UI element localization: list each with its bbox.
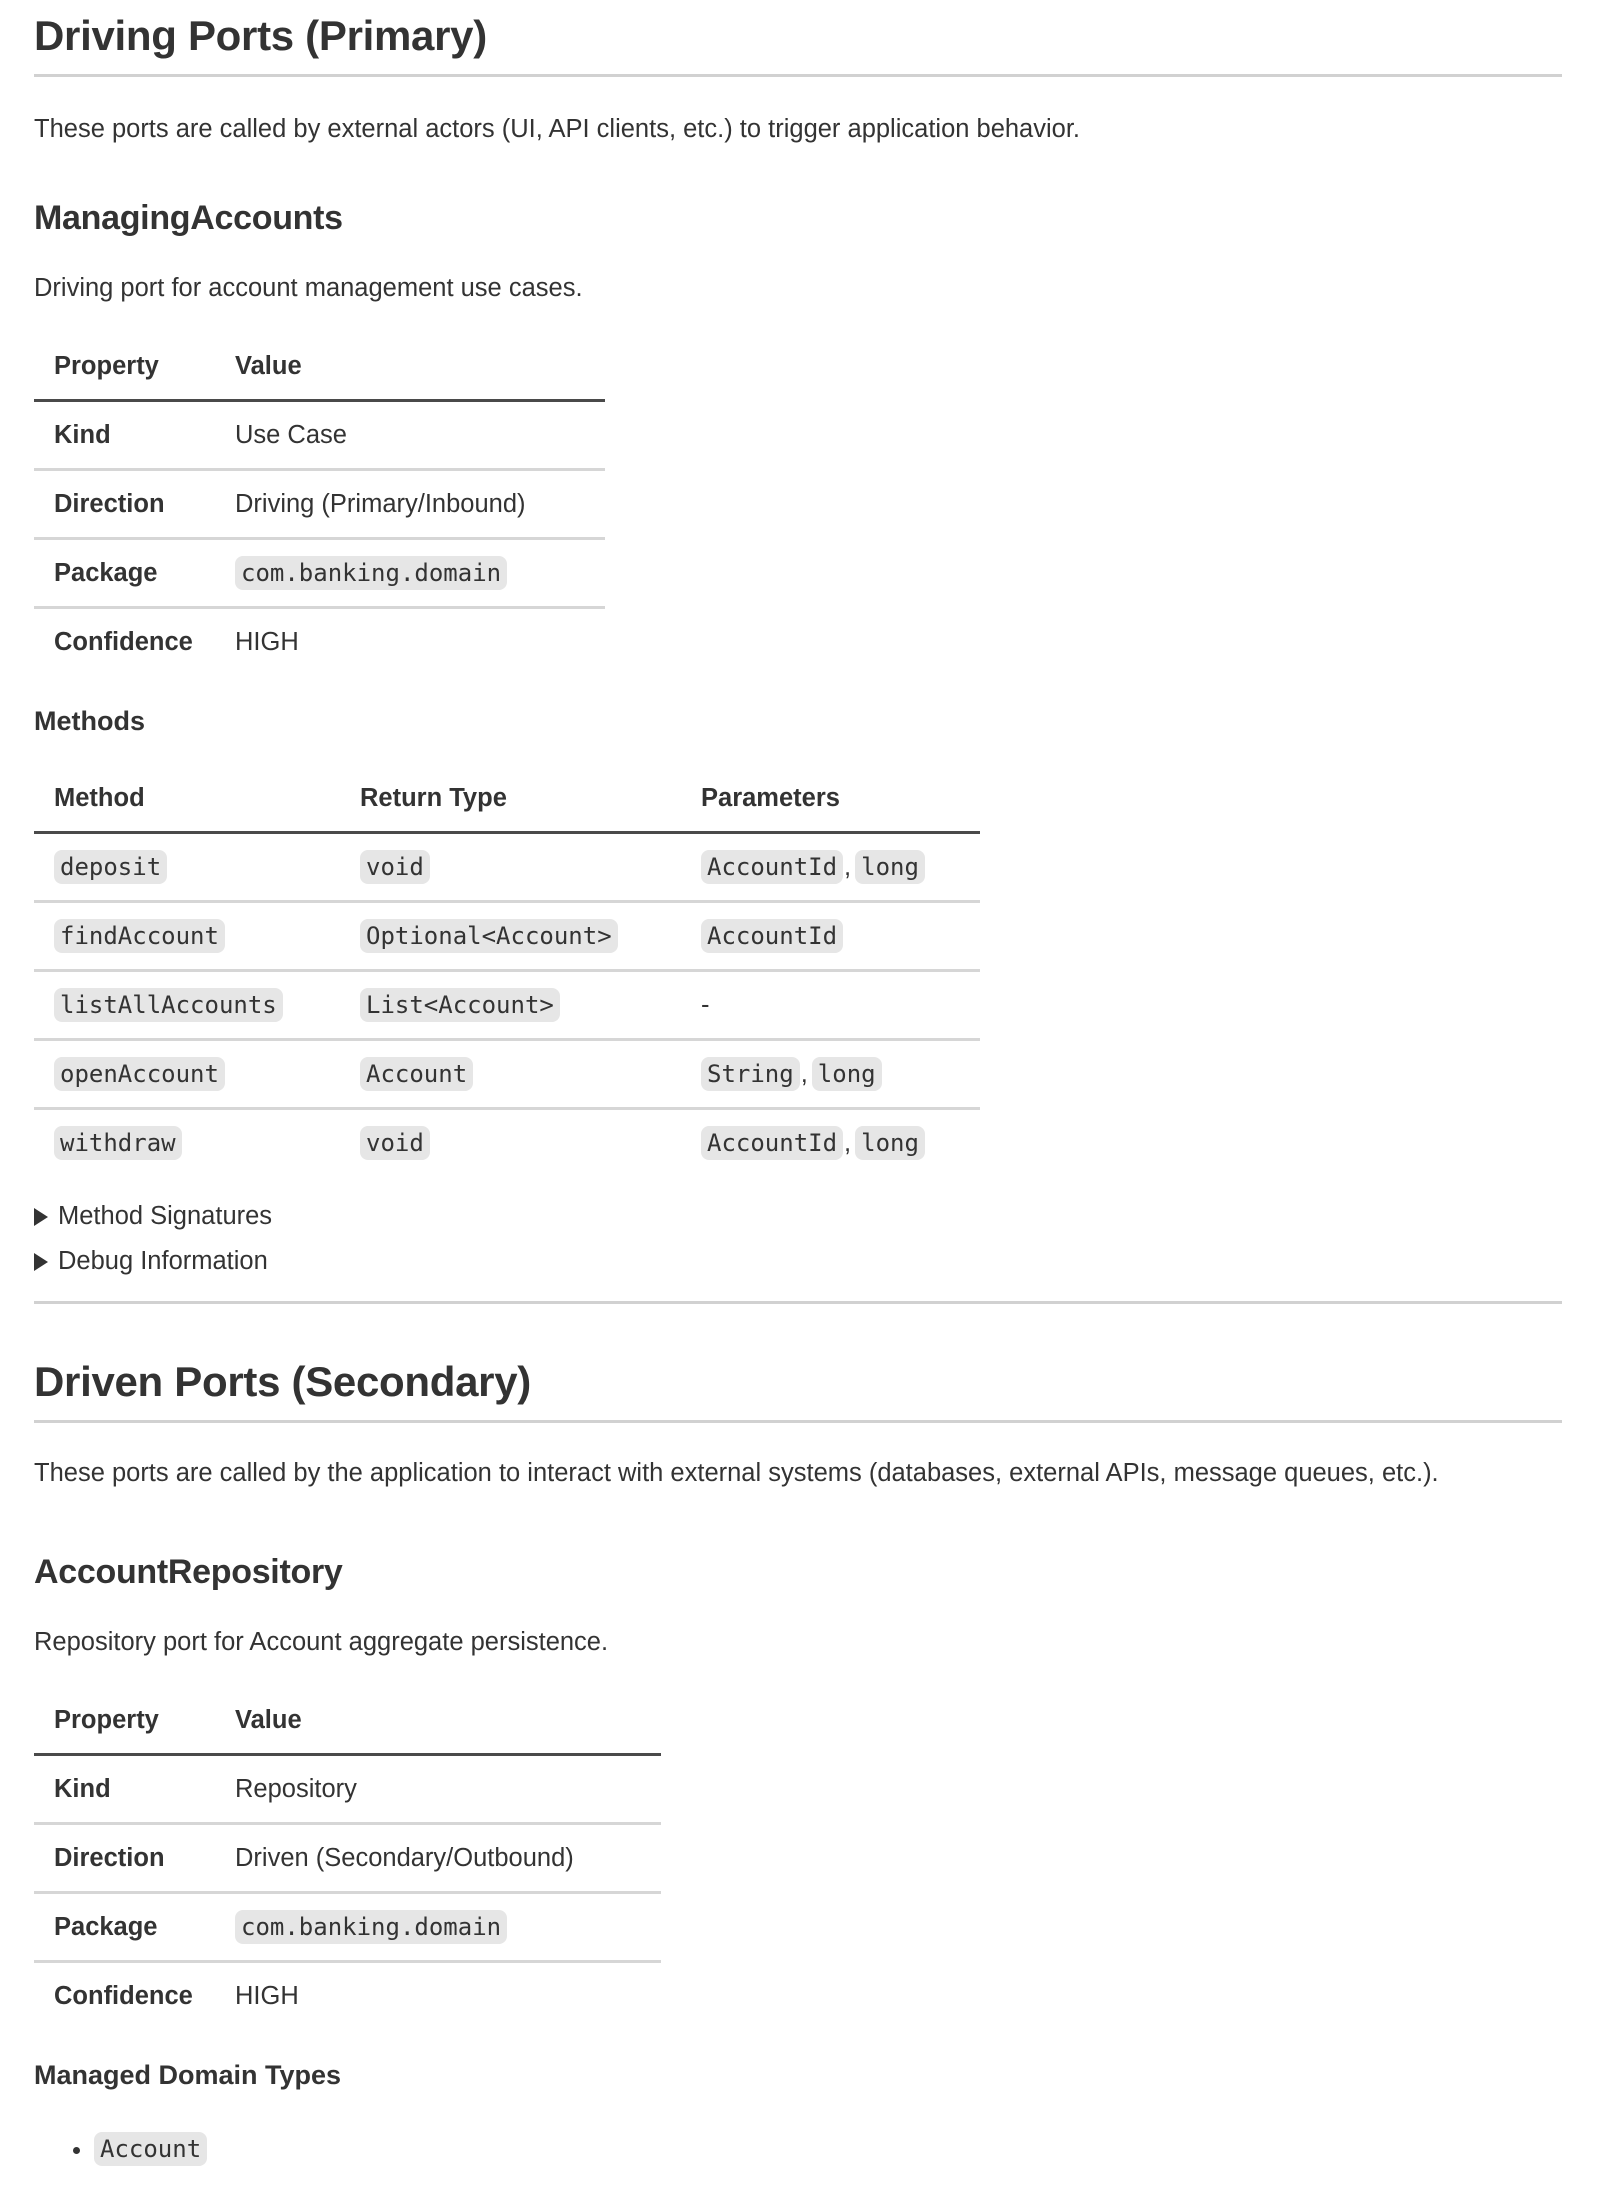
property-value: HIGH <box>235 627 299 656</box>
return-type-cell <box>340 833 681 902</box>
methods-table <box>34 765 980 1176</box>
domain-type: Account <box>94 2132 207 2166</box>
property-value <box>215 539 605 608</box>
table-row <box>34 1109 980 1177</box>
parameter-type: String <box>701 1057 800 1091</box>
port-description: Repository port for Account aggregate persistence. <box>34 1628 609 1656</box>
column-header-value: Value <box>215 333 605 401</box>
return-type-cell <box>340 1109 681 1177</box>
table-header-row <box>34 765 980 833</box>
properties-table <box>34 1687 661 2029</box>
method-cell <box>34 1109 340 1177</box>
parameters-cell <box>681 1040 980 1109</box>
return-type-cell <box>340 1040 681 1109</box>
table-row <box>34 608 605 676</box>
package-code: com.banking.domain <box>235 1910 507 1944</box>
column-header-parameters: Parameters <box>681 765 980 833</box>
driven-ports-intro: These ports are called by the application to interact with external systems (databases, external APIs, message queues, etc.). <box>34 1459 1439 1487</box>
parameter-type: AccountId <box>701 850 843 884</box>
return-type-cell <box>340 902 681 971</box>
method-cell <box>34 833 340 902</box>
return-type-cell <box>340 971 681 1040</box>
method-name: deposit <box>54 850 167 884</box>
markdown-document <box>34 0 1562 2172</box>
property-value: Driving (Primary/Inbound) <box>215 470 605 539</box>
parameters-cell <box>681 1109 980 1177</box>
property-value <box>215 1893 661 1962</box>
table-row <box>34 470 605 539</box>
methods-heading: Methods <box>34 706 145 736</box>
driving-ports-heading: Driving Ports (Primary) <box>34 0 1562 77</box>
table-row <box>34 1040 980 1109</box>
property-value: HIGH <box>235 1981 299 2010</box>
parameter-type: long <box>812 1057 882 1091</box>
package-code: com.banking.domain <box>235 556 507 590</box>
property-name: Direction <box>34 1824 215 1893</box>
parameters-cell <box>681 902 980 971</box>
property-value: Repository <box>215 1755 661 1824</box>
property-name: Confidence <box>54 627 193 656</box>
method-name: listAllAccounts <box>54 988 283 1022</box>
parameter-type: AccountId <box>701 1126 843 1160</box>
return-type: void <box>360 1126 430 1160</box>
disclosure-triangle-icon <box>34 1208 48 1226</box>
table-row <box>34 833 980 902</box>
return-type: Optional<Account> <box>360 919 618 953</box>
table-row <box>34 1755 661 1824</box>
property-value: Use Case <box>215 401 605 470</box>
separator: , <box>800 1059 808 1088</box>
driven-ports-section <box>34 1346 1562 2172</box>
parameter-type: long <box>855 1126 925 1160</box>
method-cell <box>34 971 340 1040</box>
method-cell <box>34 902 340 971</box>
table-row <box>34 1824 661 1893</box>
return-type: void <box>360 850 430 884</box>
section-divider <box>34 1301 1562 1304</box>
table-row <box>34 1962 661 2030</box>
method-name: withdraw <box>54 1126 182 1160</box>
method-name: findAccount <box>54 919 225 953</box>
property-name: Direction <box>34 470 215 539</box>
property-name: Confidence <box>54 1981 193 2010</box>
property-name: Kind <box>34 1755 215 1824</box>
parameter-type: long <box>855 850 925 884</box>
parameters-cell: - <box>681 971 980 1040</box>
separator: , <box>844 1128 852 1157</box>
parameter-type: AccountId <box>701 919 843 953</box>
property-value: Driven (Secondary/Outbound) <box>215 1824 661 1893</box>
details-summary: Debug Information <box>58 1247 268 1275</box>
details-summary: Method Signatures <box>58 1202 273 1230</box>
property-name: Package <box>34 539 215 608</box>
driven-ports-heading: Driven Ports (Secondary) <box>34 1346 1562 1423</box>
disclosure-triangle-icon <box>34 1253 48 1271</box>
properties-table <box>34 333 605 675</box>
driving-ports-section <box>34 0 1562 1304</box>
driving-ports-intro: These ports are called by external actors (UI, API clients, etc.) to trigger application behavior. <box>34 115 1081 143</box>
table-row <box>34 971 980 1040</box>
separator: , <box>844 852 852 881</box>
port-heading-account-repository: AccountRepository <box>34 1553 343 1591</box>
table-row <box>34 902 980 971</box>
column-header-return-type: Return Type <box>340 765 681 833</box>
details-debug-information[interactable] <box>34 1239 1562 1284</box>
port-description: Driving port for account management use cases. <box>34 274 583 302</box>
column-header-property: Property <box>34 1687 215 1755</box>
port-heading-managing-accounts: ManagingAccounts <box>34 199 343 237</box>
column-header-value: Value <box>215 1687 661 1755</box>
return-type: List<Account> <box>360 988 560 1022</box>
table-row <box>34 539 605 608</box>
method-name: openAccount <box>54 1057 225 1091</box>
parameters-cell <box>681 833 980 902</box>
property-name: Kind <box>34 401 215 470</box>
table-row <box>34 401 605 470</box>
property-name: Package <box>34 1893 215 1962</box>
table-header-row <box>34 1687 661 1755</box>
return-type: Account <box>360 1057 473 1091</box>
list-item <box>94 2127 1562 2172</box>
table-header-row <box>34 333 605 401</box>
details-method-signatures[interactable] <box>34 1194 1562 1239</box>
managed-domain-types-list <box>34 2127 1562 2172</box>
table-row <box>34 1893 661 1962</box>
method-cell <box>34 1040 340 1109</box>
column-header-property: Property <box>34 333 215 401</box>
managed-domain-types-heading: Managed Domain Types <box>34 2060 342 2090</box>
column-header-method: Method <box>34 765 340 833</box>
